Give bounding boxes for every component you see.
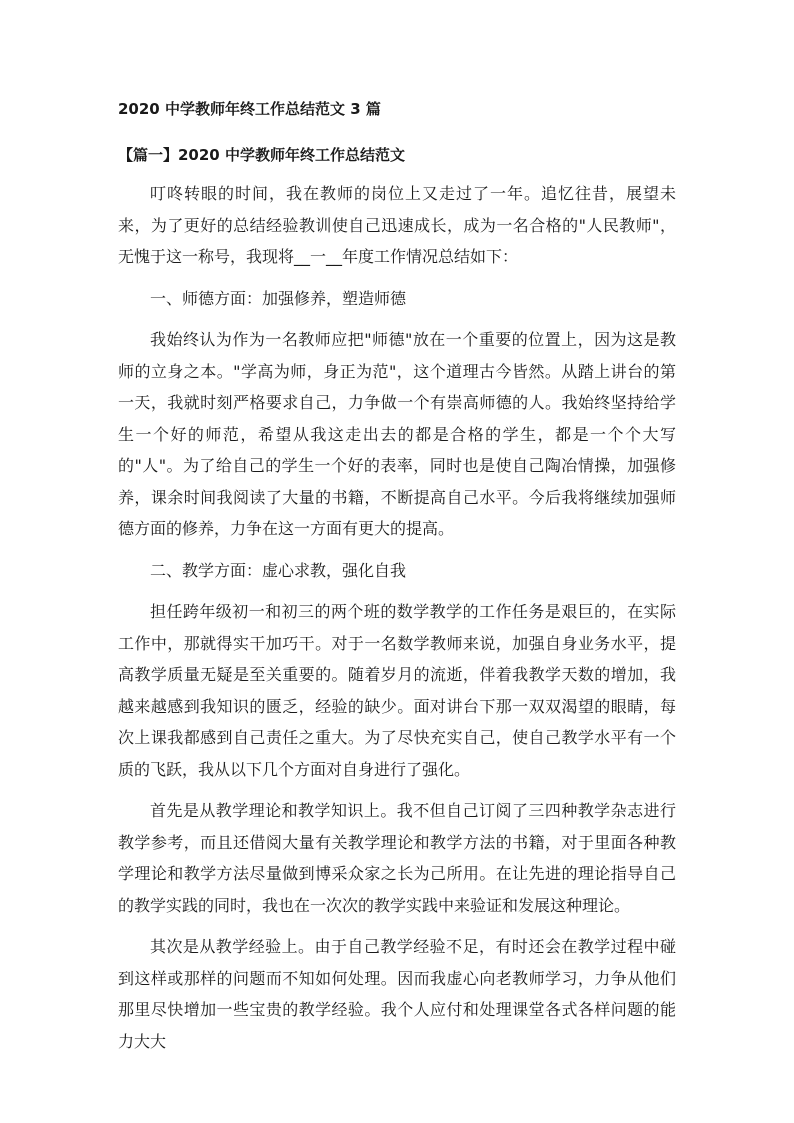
subheading-teaching: 二、教学方面：虚心求教，强化自我 <box>150 560 407 580</box>
paragraph-teaching: 担任跨年级初一和初三的两个班的数学教学的工作任务是艰巨的，在实际工作中，那就得实干加巧干。对于一名数学教师来说，加强自身业务水平，提高教学质量无疑是至关重要的。随着岁月的流逝，伴着我教学天数的增加，我越来越感到我知识的匮乏，经验的缺少。面对讲台下那一双双渴望的眼睛，每次上课我都感到自己责任之重大。为了尽快充实自己，使自己教学水平有一个质的飞跃，我从以下几个方面对自身进行了强化。 <box>118 602 676 779</box>
subheading-ethics: 一、师德方面：加强修养，塑造师德 <box>150 288 407 308</box>
paragraph-experience: 其次是从教学经验上。由于自己教学经验不足，有时还会在教学过程中碰到这样或那样的问题而不知如何处理。因而我虚心向老教师学习，力争从他们那里尽快增加一些宝贵的教学经验。我个人应付和处理课堂各式各样问题的能力大大 <box>118 937 676 1051</box>
section-title: 【篇一】2020 中学教师年终工作总结范文 <box>118 146 405 164</box>
document-body <box>118 178 676 1067</box>
paragraph-theory: 首先是从教学理论和教学知识上。我不但自己订阅了三四种教学杂志进行教学参考，而且还借阅大量有关教学理论和教学方法的书籍，对于里面各种教学理论和教学方法尽量做到博采众家之长为己所用。在让先进的理论指导自己的教学实践的同时，我也在一次次的教学实践中来验证和发展这种理论。 <box>118 801 676 915</box>
paragraph-ethics: 我始终认为作为一名教师应把"师德"放在一个重要的位置上，因为这是教师的立身之本。"学高为师，身正为范"，这个道理古今皆然。从踏上讲台的第一天，我就时刻严格要求自己，力争做一个有崇高师德的人。我始终坚持给学生一个好的师范，希望从我这走出去的都是合格的学生，都是一个个大写的"人"。为了给自己的学生一个好的表率，同时也是使自己陶冶情操，加强修养，课余时间我阅读了大量的书籍，不断提高自己水平。今后我将继续加强师德方面的修养，力争在这一方面有更大的提高。 <box>118 330 676 538</box>
document-title: 2020 中学教师年终工作总结范文 3 篇 <box>118 100 381 118</box>
paragraph-intro: 叮咚转眼的时间，我在教师的岗位上又走过了一年。追忆往昔，展望未来，为了更好的总结经验教训使自己迅速成长，成为一名合格的"人民教师"，无愧于这一称号，我现将__一__年度工作情况总结如下： <box>118 184 676 266</box>
